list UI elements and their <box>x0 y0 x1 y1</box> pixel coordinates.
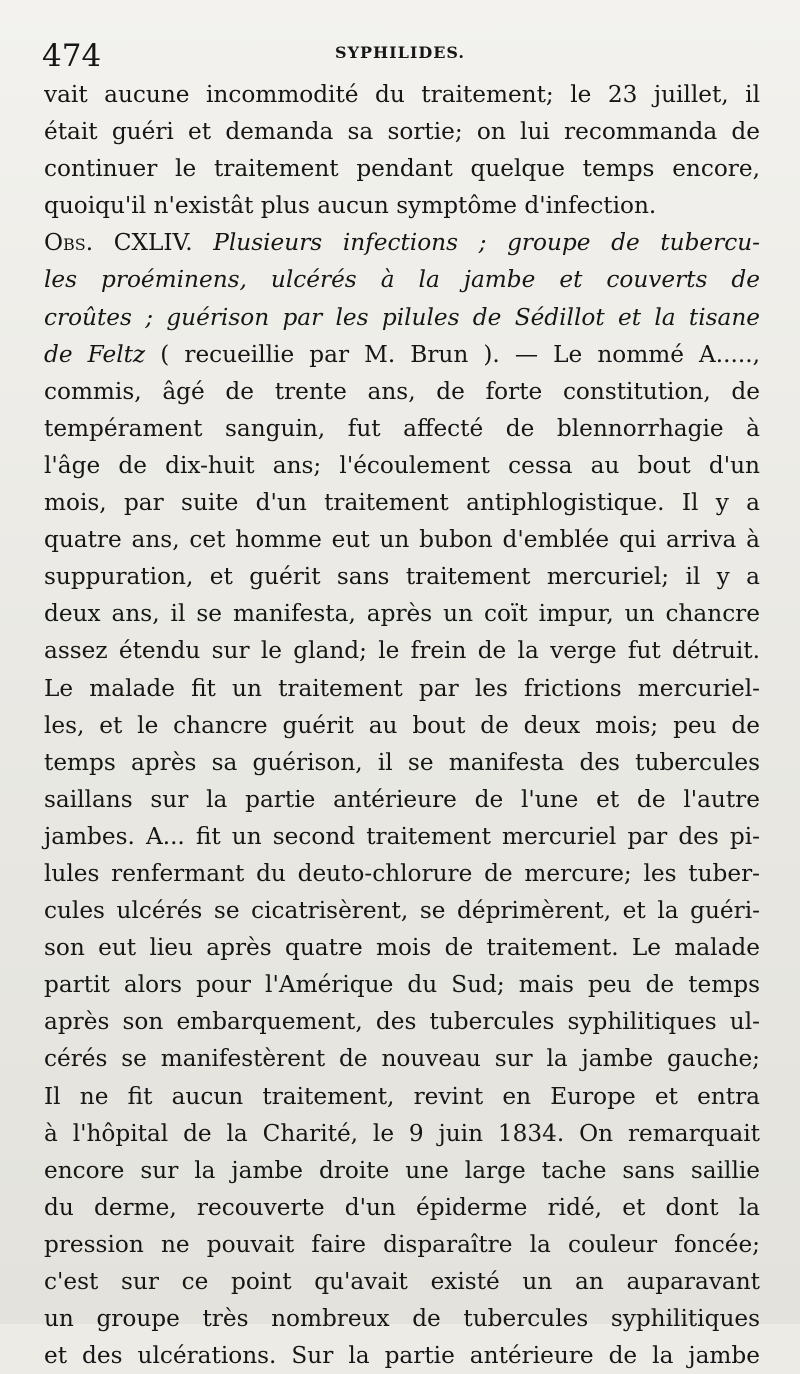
text-line: de Feltz ( recueillie par M. Brun ). — Le nommé A....., <box>44 340 760 368</box>
text-line: lules renfermant du deuto-chlorure de mercure; les tuber- <box>44 859 760 887</box>
text-line: jambes. A... fit un second traitement mercuriel par des pi- <box>44 822 760 850</box>
text-line <box>44 261 760 298</box>
text-line: Le malade fit un traitement par les frictions mercuriel- <box>44 674 760 702</box>
text-line: saillans sur la partie antérieure de l'une et de l'autre <box>44 785 760 813</box>
text-line: suppuration, et guérit sans traitement mercuriel; il y a <box>44 563 760 591</box>
text-line: partit alors pour l'Amérique du Sud; mais peu de temps <box>44 971 760 999</box>
text-line: mois, par suite d'un traitement antiphlogistique. Il y a <box>44 489 760 517</box>
text-line: était guéri et demanda sa sortie; on lui recommanda de <box>44 118 760 146</box>
text-line: vait aucune incommodité du traitement; le 23 juillet, il <box>44 81 760 108</box>
text-line: cérés se manifestèrent de nouveau sur la jambe gauche; <box>44 1045 760 1073</box>
text-line: temps après sa guérison, il se manifesta des tubercules <box>44 748 760 776</box>
text-line: tempérament sanguin, fut affecté de blennorrhagie à <box>44 414 760 442</box>
page-number: 474 <box>42 38 102 74</box>
text-line <box>44 299 760 336</box>
text-line: après son embarquement, des tubercules syphilitiques ul- <box>44 1008 760 1036</box>
text-line: continuer le traitement pendant quelque temps encore, <box>44 155 760 183</box>
observation-title: de Feltz <box>44 340 161 368</box>
observation-title: Plusieurs infections ; groupe de tubercu- <box>213 229 760 257</box>
text-line <box>44 224 760 261</box>
text-line: à l'hôpital de la Charité, le 9 juin 1834. On remarquait <box>44 1119 760 1147</box>
text-line: et des ulcérations. Sur la partie antérieure de la jambe <box>44 1342 760 1370</box>
text-line: commis, âgé de trente ans, de forte constitution, de <box>44 377 760 405</box>
text-line: du derme, recouverte d'un épiderme ridé, et dont la <box>44 1193 760 1221</box>
running-title: SYPHILIDES. <box>335 43 465 62</box>
body-text <box>44 76 760 1374</box>
text-line: les, et le chancre guérit au bout de deux mois; peu de <box>44 711 760 739</box>
observation-title: les proéminens, ulcérés à la jambe et couverts de <box>44 266 760 294</box>
text-line: son eut lieu après quatre mois de traitement. Le malade <box>44 934 760 962</box>
text-line: c'est sur ce point qu'avait existé un an auparavant <box>44 1268 760 1295</box>
text-line: pression ne pouvait faire disparaître la couleur foncée; <box>44 1230 760 1258</box>
text-line: l'âge de dix-huit ans; l'écoulement cessa au bout d'un <box>44 451 760 479</box>
observation-label: Obs. CXLIV. <box>44 229 214 257</box>
text-line: cules ulcérés se cicatrisèrent, se déprimèrent, et la guéri- <box>44 897 760 925</box>
text-line: quoiqu'il n'existât plus aucun symptôme d'infection. <box>44 192 657 220</box>
text-line: quatre ans, cet homme eut un bubon d'emblée qui arriva à <box>44 526 760 554</box>
page-header <box>42 36 758 76</box>
text-line: assez étendu sur le gland; le frein de la verge fut détruit. <box>44 637 760 665</box>
text-line: encore sur la jambe droite une large tache sans saillie <box>44 1156 760 1184</box>
text-line: Il ne fit aucun traitement, revint en Europe et entra <box>44 1082 760 1110</box>
observation-title: croûtes ; guérison par les pilules de Sédillot et la tisane <box>44 303 760 331</box>
text-line: deux ans, il se manifesta, après un coït impur, un chancre <box>44 600 760 628</box>
text-line: un groupe très nombreux de tubercules syphilitiques <box>44 1305 760 1333</box>
